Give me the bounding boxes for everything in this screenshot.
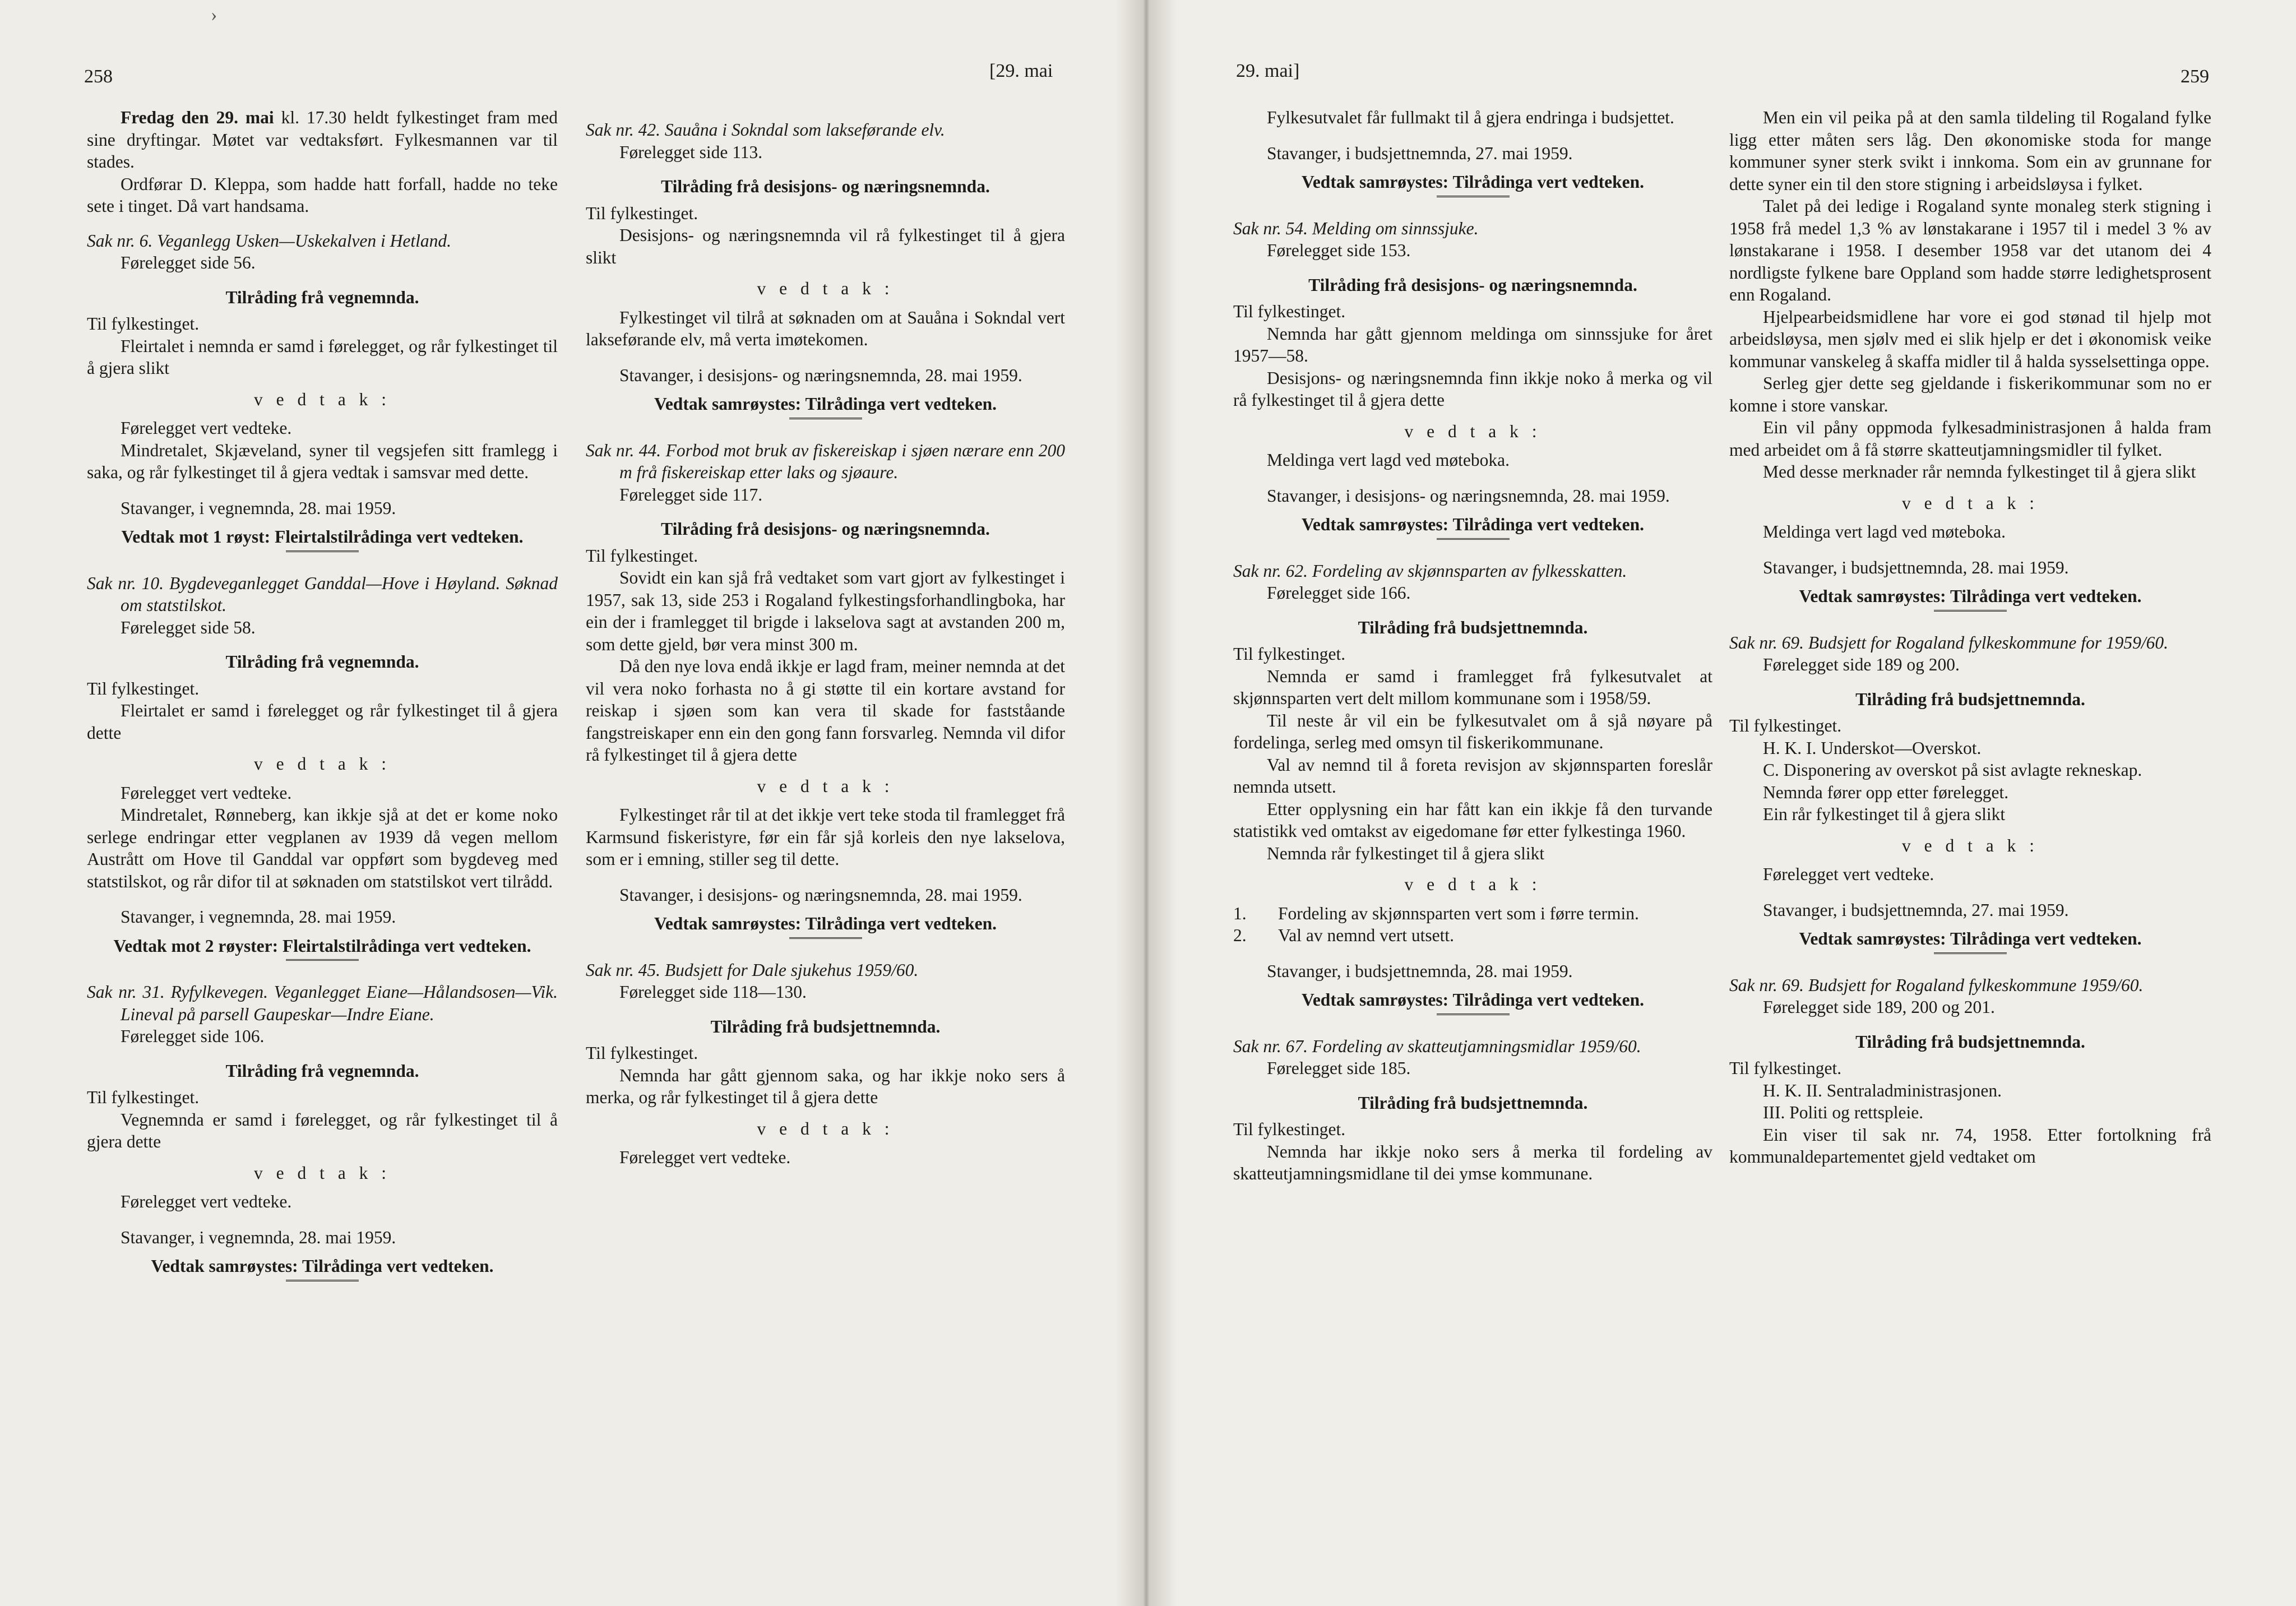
signature-line: Stavanger, i budsjettnemnda, 27. mai 1959.: [1267, 143, 1573, 163]
paragraph: Nemnda har gått gjennom saka, og har ikkje noko sers å merka, og rår fylkestinget til å gjera dette: [586, 1065, 1065, 1107]
signature-line: Stavanger, i vegnemnda, 28. mai 1959.: [121, 907, 396, 927]
double-rule: [789, 418, 862, 420]
resolution-line: Vedtak mot 2 røyster: Fleirtalstilrådinga vert vedteken.: [113, 936, 531, 956]
paragraph: Etter opplysning ein har fått kan ein ikkje få den turvande statistikk ved omtakst av eigedomane før etter fylkestinga 1960.: [1233, 799, 1712, 841]
section-heading: Tilråding frå vegnemnda.: [225, 1061, 419, 1081]
right-column-1: [1233, 107, 1712, 1185]
section-heading: Tilråding frå desisjons- og næringsnemnda.: [1308, 275, 1637, 295]
paragraph: Med desse merknader rår nemnda fylkestinget til å gjera slikt: [1763, 462, 2196, 482]
bold-lead: Fredag den 29. mai: [121, 108, 274, 127]
paragraph: Førelegget side 56.: [121, 253, 256, 272]
paragraph: Fylkestinget vil tilrå at søknaden om at Sauåna i Sokndal vert lakseførande elv, må verta imøtekomen.: [586, 307, 1065, 349]
address-line: Til fylkestinget.: [586, 1043, 698, 1063]
section-heading: Tilråding frå budsjettnemnda.: [1855, 1031, 2085, 1052]
paragraph: Sovidt ein kan sjå frå vedtaket som vart gjort av fylkestinget i 1957, sak 13, side 253 i Rogaland fylkestingsforhandlingboka, har ein der i framlegget til brigde i lakselova sagt at avstanden 200 m, som dette gjeld, bør vera minst 300 m.: [586, 568, 1065, 654]
item-text: Fordeling av skjønnsparten vert som i førre termin.: [1278, 903, 1639, 923]
paragraph: Førelegget side 113.: [619, 142, 763, 162]
paragraph: Førelegget side 153.: [1267, 240, 1411, 260]
address-line: Til fylkestinget.: [1729, 1058, 1842, 1078]
left-page: [0, 0, 1144, 1606]
paragraph: Ein rår fylkestinget til å gjera slikt: [1763, 804, 2006, 824]
vedtak-label: v e d t a k :: [757, 1118, 894, 1138]
paragraph: Førelegget vert vedteke.: [619, 1147, 791, 1167]
paragraph: H. K. I. Underskot—Overskot.: [1763, 738, 1982, 758]
double-rule: [1934, 952, 2007, 955]
page-number-right: 259: [2181, 66, 2209, 87]
section-heading: Tilråding frå desisjons- og næringsnemnda.: [661, 177, 990, 196]
paragraph: Nemnda er samd i framlegget frå fylkesutvalet at skjønnsparten vert delt millom kommunane som i 1958/59.: [1233, 666, 1712, 708]
page-number-left: 258: [84, 66, 113, 87]
resolution-line: Vedtak mot 1 røyst: Fleirtalstilrådinga vert vedteken.: [121, 527, 524, 547]
vedtak-label: v e d t a k :: [254, 754, 391, 774]
paragraph: Førelegget side 58.: [121, 617, 256, 637]
item-number: 2.: [1233, 925, 1247, 945]
paragraph: Meldinga vert lagd ved møteboka.: [1763, 522, 2006, 541]
section-heading: Tilråding frå budsjettnemnda.: [1358, 1093, 1588, 1113]
paragraph: Førelegget side 106.: [121, 1026, 265, 1046]
paragraph: Serleg gjer dette seg gjeldande i fiskerikommunar som no er komne i store vanskar.: [1729, 373, 2211, 415]
paragraph: Talet på dei ledige i Rogaland synte monaleg sterk stigning i 1958 frå medel 1,3 % av lønstakarane i 1957 til i medel 3 % av lønstakarane i 1958. I desember 1958 var det utanom dei 4 nordligste fylkene bare Oppland som hadde større ledighetsprosent enn Rogaland.: [1729, 196, 2211, 304]
paragraph: Fylkesutvalet får fullmakt til å gjera endringa i budsjettet.: [1267, 108, 1674, 127]
paragraph: Førelegget vert vedteke.: [121, 783, 292, 803]
paragraph: H. K. II. Sentraladministrasjonen.: [1763, 1080, 2002, 1100]
paragraph: Nemnda rår fylkestinget til å gjera slikt: [1267, 843, 1545, 863]
paragraph: Førelegget side 117.: [619, 484, 763, 505]
section-heading: Tilråding frå vegnemnda.: [225, 287, 419, 307]
paragraph-text: kl. 17.30 heldt fylkestinget fram med sine dryftingar. Møtet var vedtaksført. Fylkesmannen var til stades.: [87, 108, 558, 172]
vedtak-label: v e d t a k :: [1404, 421, 1542, 441]
vedtak-label: v e d t a k :: [254, 1163, 391, 1183]
double-rule: [286, 550, 359, 553]
signature-line: Stavanger, i budsjettnemnda, 27. mai 1959.: [1763, 900, 2069, 920]
paragraph: Då den nye lova endå ikkje er lagd fram, meiner nemnda at det vil vera noko forhasta no å gi støtte til ein kortare avstand for reiskap i sjøen som kan vera til skade for fastståande fangstreiskaper enn ein den gong fann forsvarleg. Nemnda vil difor rå fylkestinget til å gjera dette: [586, 656, 1065, 765]
address-line: Til fylkestinget.: [87, 678, 200, 698]
paragraph: Førelegget vert vedteke.: [121, 1192, 292, 1211]
double-rule: [789, 937, 862, 940]
address-line: Til fylkestinget.: [1729, 716, 1842, 735]
vedtak-label: v e d t a k :: [1404, 874, 1542, 894]
resolution-line: Vedtak samrøystes: Tilrådinga vert vedteken.: [1799, 586, 2142, 606]
resolution-line: Vedtak samrøystes: Tilrådinga vert vedteken.: [1301, 515, 1645, 534]
section-heading: Tilråding frå budsjettnemnda.: [1855, 689, 2085, 709]
section-heading: Tilråding frå vegnemnda.: [225, 652, 419, 672]
paragraph: Førelegget side 185.: [1267, 1058, 1411, 1078]
paragraph: Desisjons- og næringsnemnda vil rå fylkestinget til å gjera slikt: [586, 225, 1065, 267]
margin-mark: ›: [211, 4, 217, 25]
signature-line: Stavanger, i vegnemnda, 28. mai 1959.: [121, 498, 396, 518]
case-title: Sak nr. 42. Sauåna i Sokndal som lakseførande elv.: [586, 120, 945, 140]
paragraph: Mindretalet, Rønneberg, kan ikkje sjå at det er kome noko serlege endringar etter vegplanen av 1939 då vegen mellom Austrått om Hove til Ganddal var oppført som bygdeveg med statstilskot, og rår difor til at søknaden om statstilskot vert tilrådd.: [87, 805, 558, 891]
paragraph: Men ein vil peika på at den samla tildeling til Rogaland fylke ligg etter måten sers låg. Den økonomiske stoda for mange kommuner syner sterk svikt i innkoma. Som ein av grunnane for dette syner ein til den store stigning i arbeidsløysa i fylket.: [1729, 108, 2211, 194]
paragraph: Førelegget vert vedteke.: [121, 418, 292, 438]
paragraph: III. Politi og rettspleie.: [1763, 1103, 1924, 1122]
double-rule: [286, 1280, 359, 1283]
signature-line: Stavanger, i budsjettnemnda, 28. mai 1959.: [1763, 557, 2069, 577]
paragraph: [87, 107, 558, 173]
paragraph: Vegnemnda er samd i førelegget, og rår fylkestinget til å gjera dette: [87, 1109, 558, 1151]
vedtak-label: v e d t a k :: [757, 279, 894, 298]
resolution-line: Vedtak samrøystes: Tilrådinga vert vedteken.: [654, 914, 997, 933]
case-title: Sak nr. 62. Fordeling av skjønnsparten av fylkesskatten.: [1233, 561, 1627, 581]
address-line: Til fylkestinget.: [87, 314, 200, 334]
paragraph: C. Disponering av overskot på sist avlagte rekneskap.: [1763, 760, 2142, 780]
right-column-2: [1729, 107, 2211, 1168]
paragraph: Førelegget vert vedteke.: [1763, 864, 1934, 884]
item-text: Val av nemnd vert utsett.: [1278, 925, 1455, 945]
paragraph: Nemnda fører opp etter førelegget.: [1763, 782, 2009, 802]
right-page: [1144, 0, 2296, 1606]
paragraph: Fleirtalet er samd i førelegget og rår fylkestinget til å gjera dette: [87, 701, 558, 743]
paragraph: Hjelpearbeidsmidlene har vore ei god stønad til hjelp mot arbeidsløysa, men sjølv med ei slik hjelp er det i økonomisk veike kommunar vanskeleg å skaffa midler til å halda sysselsettinga oppe.: [1729, 307, 2211, 371]
case-title: Sak nr. 54. Melding om sinnssjuke.: [1233, 218, 1479, 238]
section-heading: Tilråding frå desisjons- og næringsnemnda.: [661, 519, 990, 539]
vedtak-label: v e d t a k :: [254, 389, 391, 409]
paragraph: Til neste år vil ein be fylkesutvalet om å sjå nøyare på fordelinga, serleg med omsyn til fiskerikommunane.: [1233, 710, 1712, 752]
double-rule: [1437, 1013, 1510, 1016]
case-title: Sak nr. 31. Ryfylkevegen. Veganlegget Eiane—Hålandsosen—Vik. Lineval på parsell Gaupeskar—Indre Eiane.: [87, 982, 558, 1024]
resolution-line: Vedtak samrøystes: Tilrådinga vert vedteken.: [1799, 929, 2142, 948]
vedtak-label: v e d t a k :: [1902, 493, 2039, 513]
case-title: Sak nr. 44. Forbod mot bruk av fiskereiskap i sjøen nærare enn 200 m frå fiskereiskap etter laks og sjøaure.: [586, 440, 1065, 482]
left-column-2: [586, 107, 1065, 1169]
paragraph: Ein vil påny oppmoda fylkesadministrasjonen å halda fram med arbeidet om å få større skatteutjamningsmidler til fylket.: [1729, 418, 2211, 460]
paragraph: Førelegget side 166.: [1267, 583, 1411, 603]
case-title: Sak nr. 10. Bygdeveganlegget Ganddal—Hove i Høyland. Søknad om statstilskot.: [87, 573, 558, 615]
running-head-right: 29. mai]: [1236, 61, 1300, 81]
double-rule: [286, 959, 359, 962]
left-column-1: [87, 107, 558, 1302]
section-heading: Tilråding frå budsjettnemnda.: [1358, 617, 1588, 637]
address-line: Til fylkestinget.: [1233, 644, 1346, 664]
paragraph: Fylkestinget rår til at det ikkje vert teke stoda til framlegget frå Karmsund fiskeristyre, før ein får sjå korleis den nye lakselova, som er i emning, stiller seg til dette.: [586, 805, 1065, 869]
running-head-left: [29. mai: [989, 61, 1053, 81]
address-line: Til fylkestinget.: [586, 545, 698, 566]
paragraph: Førelegget side 118—130.: [619, 982, 807, 1002]
paragraph: Ein viser til sak nr. 74, 1958. Etter fortolkning frå kommunaldepartementet gjeld vedtaket om: [1729, 1124, 2211, 1167]
address-line: Til fylkestinget.: [1233, 1119, 1346, 1139]
numbered-item: [1233, 902, 1712, 925]
paragraph: Nemnda har gått gjennom meldinga om sinnssjuke for året 1957—58.: [1233, 323, 1712, 365]
resolution-line: Vedtak samrøystes: Tilrådinga vert vedteken.: [1301, 172, 1645, 192]
numbered-item: [1233, 924, 1712, 947]
paragraph: Førelegget side 189 og 200.: [1763, 655, 1960, 674]
double-rule: [1934, 610, 2007, 613]
case-title: Sak nr. 69. Budsjett for Rogaland fylkeskommune for 1959/60.: [1729, 632, 2169, 652]
signature-line: Stavanger, i vegnemnda, 28. mai 1959.: [121, 1227, 396, 1247]
double-rule: [1437, 538, 1510, 541]
paragraph: Desisjons- og næringsnemnda finn ikkje noko å merka og vil rå fylkestinget til å gjera dette: [1233, 368, 1712, 410]
paragraph: Nemnda har ikkje noko sers å merka til fordeling av skatteutjamningsmidlane til dei ymse kommunane.: [1233, 1141, 1712, 1183]
paragraph: Val av nemnd til å foreta revisjon av skjønnsparten foreslår nemnda utsett.: [1233, 755, 1712, 797]
resolution-line: Vedtak samrøystes: Tilrådinga vert vedteken.: [654, 394, 997, 414]
signature-line: Stavanger, i desisjons- og næringsnemnda, 28. mai 1959.: [1267, 485, 1670, 506]
signature-line: Stavanger, i budsjettnemnda, 28. mai 1959.: [1267, 961, 1573, 981]
item-number: 1.: [1233, 903, 1247, 923]
paragraph: Ordførar D. Kleppa, som hadde hatt forfall, hadde no teke sete i tinget. Då vart handsama.: [87, 174, 558, 216]
section-heading: Tilråding frå budsjettnemnda.: [710, 1016, 941, 1036]
paragraph: Fleirtalet i nemnda er samd i førelegget, og rår fylkestinget til å gjera slikt: [87, 336, 558, 378]
signature-line: Stavanger, i desisjons- og næringsnemnda, 28. mai 1959.: [619, 365, 1022, 385]
address-line: Til fylkestinget.: [586, 203, 698, 223]
vedtak-label: v e d t a k :: [757, 776, 894, 796]
double-rule: [1437, 196, 1510, 198]
paragraph: Mindretalet, Skjæveland, syner til vegsjefen sitt framlegg i saka, og rår fylkestinget til å gjera vedtak i samsvar med dette.: [87, 440, 558, 482]
case-title: Sak nr. 67. Fordeling av skatteutjamningsmidlar 1959/60.: [1233, 1036, 1641, 1056]
vedtak-label: v e d t a k :: [1902, 835, 2039, 855]
paragraph: Meldinga vert lagd ved møteboka.: [1267, 450, 1510, 470]
paragraph: Førelegget side 189, 200 og 201.: [1763, 997, 1995, 1017]
case-title: Sak nr. 45. Budsjett for Dale sjukehus 1959/60.: [586, 960, 919, 980]
address-line: Til fylkestinget.: [1233, 302, 1346, 321]
address-line: Til fylkestinget.: [87, 1087, 200, 1107]
signature-line: Stavanger, i desisjons- og næringsnemnda, 28. mai 1959.: [619, 885, 1022, 905]
resolution-line: Vedtak samrøystes: Tilrådinga vert vedteken.: [151, 1256, 494, 1276]
case-title: Sak nr. 69. Budsjett for Rogaland fylkeskommune 1959/60.: [1729, 975, 2144, 995]
resolution-line: Vedtak samrøystes: Tilrådinga vert vedteken.: [1301, 990, 1645, 1010]
case-title: Sak nr. 6. Veganlegg Usken—Uskekalven i Hetland.: [87, 230, 451, 251]
